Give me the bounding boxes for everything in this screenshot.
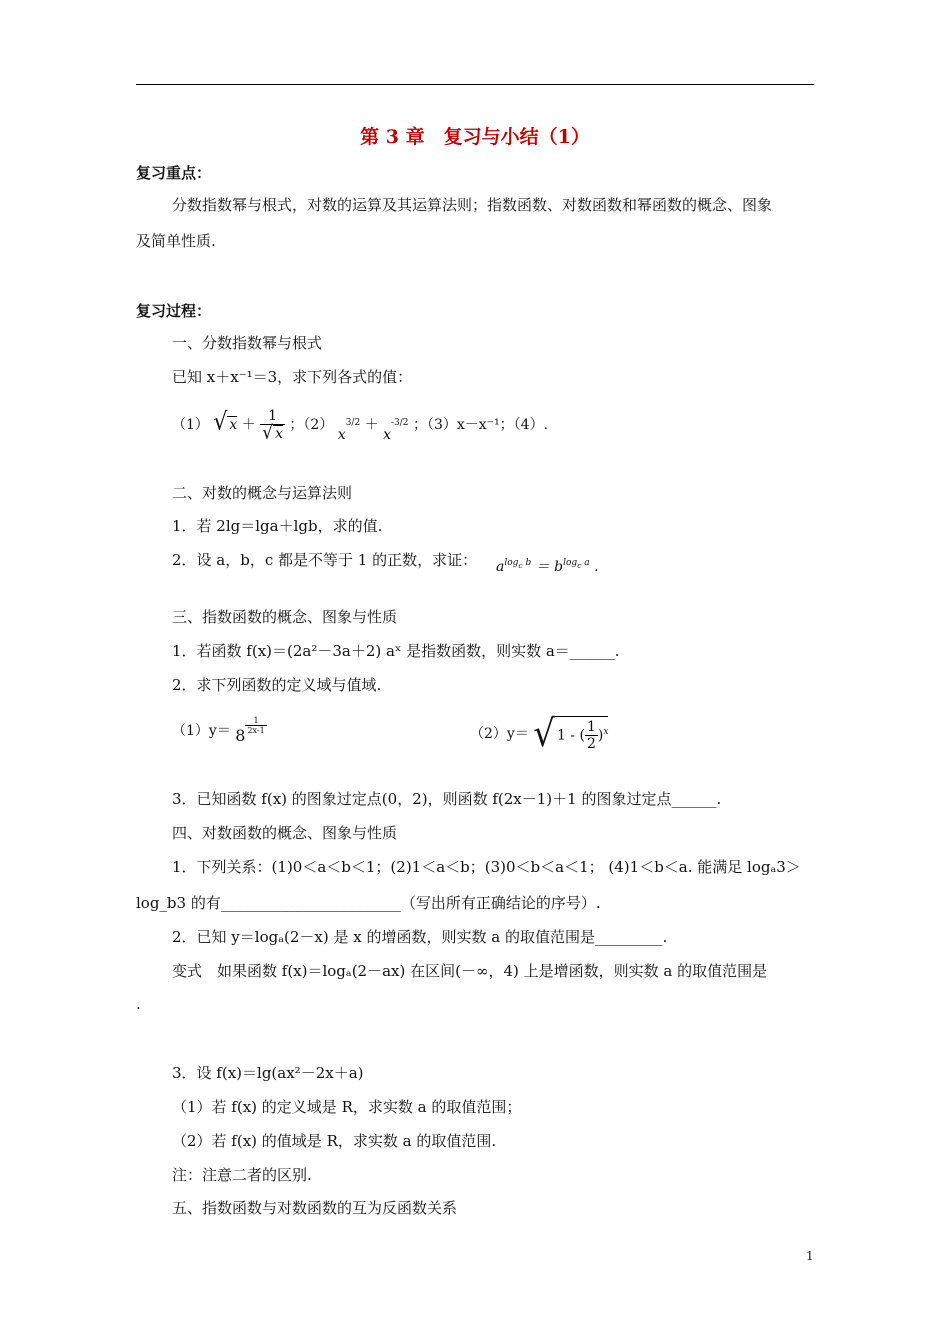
q2-2-label: （2）y＝ <box>470 726 529 742</box>
page-number: 1 <box>806 1249 814 1263</box>
section3-heading: 三、指数函数的概念、图象与性质 <box>172 608 398 626</box>
p2-tail: ；（3）x－x⁻¹；（4）. <box>412 417 549 433</box>
page-title: 第 3 章 复习与小结（1） <box>360 126 590 148</box>
one-over-sqrt-x <box>260 408 285 442</box>
review-focus-heading: 复习重点： <box>136 164 212 182</box>
sqrt-x: x <box>229 417 238 433</box>
section3-q2-1: （1）y＝ 8 $\frac{1}{2x-1}$ <box>172 715 265 745</box>
section2-q1: 1．若 2lg＝lga＋lgb，求的值. <box>172 517 383 535</box>
p1-label: （1） <box>172 417 209 433</box>
review-process-heading: 复习过程： <box>136 302 212 320</box>
section4-q3: 3．设 f(x)＝lg(ax²－2x＋a) <box>172 1064 364 1082</box>
review-focus-line1: 分数指数幂与根式，对数的运算及其运算法则；指数函数、对数函数和幂函数的概念、图象 <box>172 196 773 214</box>
section4-q2: 2．已知 y＝logₐ(2－x) 是 x 的增函数，则实数 a 的取值范围是_________. <box>172 928 668 946</box>
section3-q1: 1．若函数 f(x)＝(2a²－3a＋2) aˣ 是指数函数，则实数 a＝______. <box>172 642 620 660</box>
section1-formulas: （1） √ x ＋ $\frac{1}{√ x}$ ；（2） $x^{3/2} + x^{-3/2}$ ；（3）x－x⁻¹；（4）. <box>172 408 549 444</box>
log-identity: $a^{log_c b} = b^{log_c a}$ . <box>496 558 599 575</box>
section4-heading: 四、对数函数的概念、图象与性质 <box>172 824 398 842</box>
review-focus-line2: 及简单性质. <box>136 232 216 250</box>
sqrt-symbol: √ <box>213 408 228 437</box>
section4-note: 注：注意二者的区别. <box>172 1166 312 1184</box>
section4-q1b: log_b3 的有________________________（写出所有正确结论的序号）. <box>136 894 601 912</box>
section3-q2: 2．求下列函数的定义域与值域. <box>172 676 382 694</box>
section4-q3-2: （2）若 f(x) 的值域是 R，求实数 a 的取值范围. <box>172 1132 497 1150</box>
section4-variant-end: . <box>136 995 141 1013</box>
section2-q2: 2．设 a，b，c 都是不等于 1 的正数，求证： <box>172 551 478 569</box>
section4-q1a: 1．下列关系：(1)0＜a＜b＜1；(2)1＜a＜b；(3)0＜b＜a＜1； (4)1＜b＜a. 能满足 logₐ3＞ <box>172 858 801 876</box>
section1-heading: 一、分数指数幂与根式 <box>172 334 323 352</box>
frac-numerator: 1 <box>260 408 285 425</box>
section3-q2-2: （2）y＝ √ 1 - ( $\frac{1}{2}$ )$^x$ <box>470 712 609 756</box>
q2-1-label: （1）y＝ <box>172 723 231 739</box>
section4-q3-1: （1）若 f(x) 的定义域是 R，求实数 a 的取值范围； <box>172 1098 522 1116</box>
section3-q3: 3．已知函数 f(x) 的图象过定点(0，2)，则函数 f(2x－1)＋1 的图象过定点______. <box>172 790 722 808</box>
frac-denominator: √ x <box>262 421 283 444</box>
section2-heading: 二、对数的概念与运算法则 <box>172 484 353 502</box>
section5-heading: 五、指数函数与对数函数的互为反函数关系 <box>172 1199 458 1217</box>
p1-tail: ；（2） <box>289 417 334 433</box>
section4-variant: 变式 如果函数 f(x)＝logₐ(2－ax) 在区间(－∞，4) 上是增函数，则实数 a 的取值范围是 <box>172 962 768 980</box>
section1-given: 已知 x＋x⁻¹＝3，求下列各式的值： <box>172 368 413 386</box>
top-rule <box>136 84 814 85</box>
